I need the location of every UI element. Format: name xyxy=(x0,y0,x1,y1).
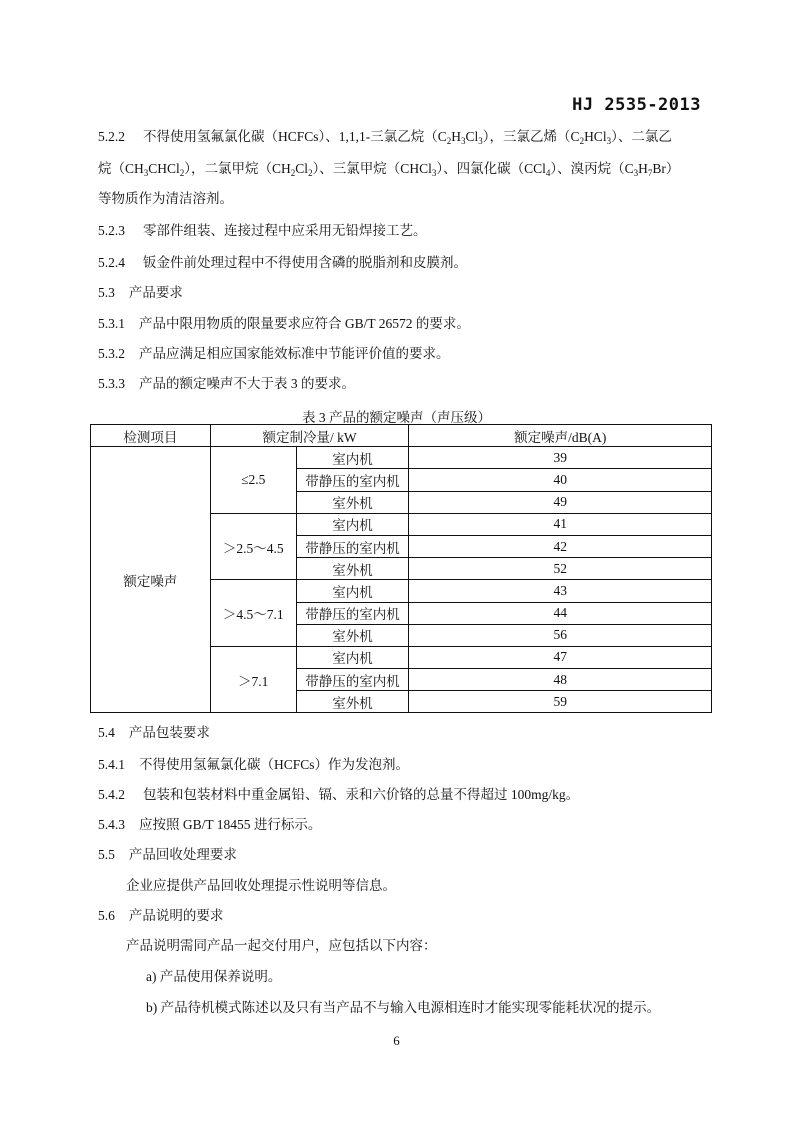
clause-number: 5.2.2 xyxy=(98,129,125,144)
noise-value-cell: 40 xyxy=(409,469,712,491)
section-5-3-heading: 5.3 产品要求 xyxy=(98,285,183,300)
test-item-cell: 额定噪声 xyxy=(91,447,211,713)
clause-5-2-2-line-2: 烷$(CH_3CHCl_2)$，二氯甲烷$(CH_2Cl_2)$、三氯甲烷（CHCl$_3$）、四氯化碳（CCl$_4$）、溴丙烷$(C_3H_7Br)$ xyxy=(98,161,680,178)
list-item-b: b) 产品待机模式陈述以及只有当产品不与输入电源相连时才能实现零能耗状况的提示。 xyxy=(146,1000,661,1015)
clause-5-4-1: 5.4.1 不得使用氢氟氯化碳（HCFCs）作为发泡剂。 xyxy=(98,757,410,772)
table-3-caption: 表 3 产品的额定噪声（声压级） xyxy=(302,410,491,425)
range-cell: ≤2.5 xyxy=(210,447,296,514)
table-3-noise xyxy=(90,424,712,713)
range-cell: ＞4.5～7.1 xyxy=(210,580,296,647)
noise-value-cell: 52 xyxy=(409,558,712,580)
header-test-item: 检测项目 xyxy=(91,425,211,447)
unit-type-cell: 室外机 xyxy=(296,558,409,580)
noise-value-cell: 56 xyxy=(409,624,712,646)
clause-5-2-2-line-1: 5.2.2 不得使用氢氟氯化碳（HCFCs）、1,1,1-三氯乙烷$(C_2H_3Cl_3)$，三氯乙烯$(C_2HCl_3)$、二氯乙 xyxy=(98,129,672,146)
header-rated-noise: 额定噪声/dB(A) xyxy=(409,425,712,447)
unit-type-cell: 室外机 xyxy=(296,491,409,513)
clause-5-2-2-line-3: 等物质作为清洁溶剂。 xyxy=(98,191,233,206)
table-row xyxy=(91,447,712,469)
noise-value-cell: 41 xyxy=(409,513,712,535)
table-header-row xyxy=(91,425,712,447)
noise-value-cell: 43 xyxy=(409,580,712,602)
list-item-a: a) 产品使用保养说明。 xyxy=(146,969,282,984)
unit-type-cell: 室外机 xyxy=(296,624,409,646)
clause-5-3-3: 5.3.3 产品的额定噪声不大于表 3 的要求。 xyxy=(98,376,355,391)
section-5-4-heading: 5.4 产品包装要求 xyxy=(98,725,210,740)
noise-value-cell: 47 xyxy=(409,646,712,668)
noise-value-cell: 49 xyxy=(409,491,712,513)
document-code: HJ 2535-2013 xyxy=(572,95,701,115)
unit-type-cell: 室内机 xyxy=(296,646,409,668)
unit-type-cell: 带静压的室内机 xyxy=(296,669,409,691)
clause-5-3-2: 5.3.2 产品应满足相应国家能效标准中节能评价值的要求。 xyxy=(98,346,450,361)
section-5-6-heading: 5.6 产品说明的要求 xyxy=(98,908,224,923)
noise-value-cell: 48 xyxy=(409,669,712,691)
header-cooling-capacity: 额定制冷量/ kW xyxy=(210,425,409,447)
unit-type-cell: 室内机 xyxy=(296,513,409,535)
noise-value-cell: 39 xyxy=(409,447,712,469)
clause-5-3-1: 5.3.1 产品中限用物质的限量要求应符合 GB/T 26572 的要求。 xyxy=(98,316,470,331)
noise-value-cell: 42 xyxy=(409,535,712,557)
section-5-5-body: 企业应提供产品回收处理提示性说明等信息。 xyxy=(126,878,396,893)
range-cell: ＞7.1 xyxy=(210,646,296,713)
noise-value-cell: 44 xyxy=(409,602,712,624)
unit-type-cell: 带静压的室内机 xyxy=(296,602,409,624)
unit-type-cell: 室外机 xyxy=(296,691,409,713)
unit-type-cell: 带静压的室内机 xyxy=(296,535,409,557)
page-number: 6 xyxy=(393,1033,400,1048)
clause-5-2-4: 5.2.4 钣金件前处理过程中不得使用含磷的脱脂剂和皮膜剂。 xyxy=(98,255,467,270)
section-5-5-heading: 5.5 产品回收处理要求 xyxy=(98,847,237,862)
range-cell: ＞2.5～4.5 xyxy=(210,513,296,580)
unit-type-cell: 室内机 xyxy=(296,580,409,602)
section-5-6-body: 产品说明需同产品一起交付用户，应包括以下内容： xyxy=(126,938,437,953)
unit-type-cell: 室内机 xyxy=(296,447,409,469)
clause-5-4-2: 5.4.2 包装和包装材料中重金属铅、镉、汞和六价铬的总量不得超过 100mg/kg。 xyxy=(98,787,580,802)
clause-5-2-3: 5.2.3 零部件组装、连接过程中应采用无铅焊接工艺。 xyxy=(98,223,427,238)
unit-type-cell: 带静压的室内机 xyxy=(296,469,409,491)
noise-value-cell: 59 xyxy=(409,691,712,713)
clause-5-4-3: 5.4.3 应按照 GB/T 18455 进行标示。 xyxy=(98,817,322,832)
